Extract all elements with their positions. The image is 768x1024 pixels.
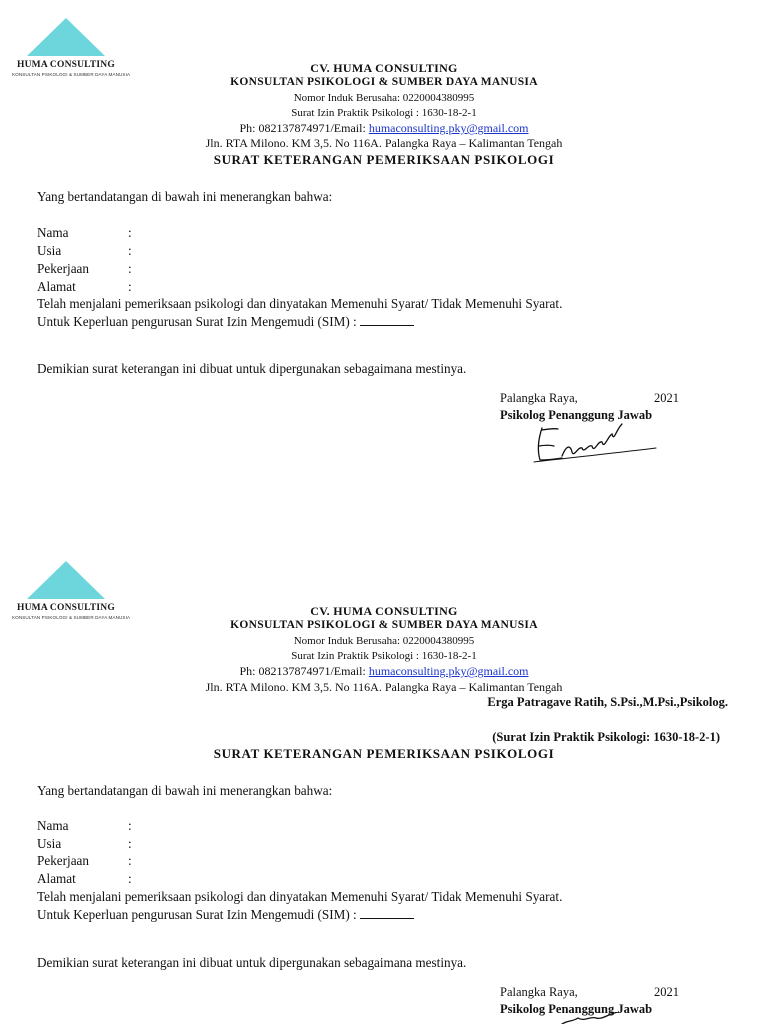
letter-title: SURAT KETERANGAN PEMERIKSAAN PSIKOLOGI <box>213 746 555 761</box>
purpose-line <box>37 314 414 330</box>
company-subtitle: KONSULTAN PSIKOLOGI & SUMBER DAYA MANUSIA <box>230 619 538 631</box>
field-colon: : <box>128 853 132 868</box>
sim-blank-line <box>360 908 414 919</box>
intro-text: Yang bertandatangan di bawah ini menerangkan bahwa: <box>37 189 333 204</box>
field-colon: : <box>128 871 132 886</box>
logo-subtitle: KONSULTAN PSIKOLOGI & SUMBER DAYA MANUSIA <box>12 72 131 77</box>
contact-line <box>0 121 768 136</box>
intro-text: Yang bertandatangan di bawah ini menerangkan bahwa: <box>37 783 333 798</box>
field-label-pekerjaan: Pekerjaan <box>37 261 89 276</box>
field-label-alamat: Alamat <box>37 279 76 294</box>
logo-name: HUMA CONSULTING <box>17 603 115 613</box>
triangle-logo-icon <box>27 561 105 601</box>
field-colon: : <box>128 261 132 276</box>
company-name: CV. HUMA CONSULTING <box>310 604 458 618</box>
sim-blank-line <box>360 315 414 326</box>
purpose-line <box>37 907 414 923</box>
signer-name: Erga Patragave Ratih, S.Psi.,M.Psi.,Psikolog. <box>487 695 728 709</box>
field-colon: : <box>128 279 132 294</box>
business-number: Nomor Induk Berusaha: 0220004380995 <box>293 635 475 647</box>
triangle-logo-icon <box>27 18 105 58</box>
contact-line <box>0 664 768 679</box>
business-number: Nomor Induk Berusaha: 0220004380995 <box>293 92 475 104</box>
signer-license: (Surat Izin Praktik Psikologi: 1630-18-2-1) <box>492 730 720 744</box>
purpose-text: Untuk Keperluan pengurusan Surat Izin Mengemudi (SIM) : <box>37 314 361 329</box>
handwritten-signature <box>528 418 658 466</box>
logo-name: HUMA CONSULTING <box>17 60 115 70</box>
field-colon: : <box>128 225 132 240</box>
field-label-pekerjaan: Pekerjaan <box>37 853 89 868</box>
logo-subtitle: KONSULTAN PSIKOLOGI & SUMBER DAYA MANUSIA <box>12 615 131 620</box>
closing-text: Demikian surat keterangan ini dibuat untuk dipergunakan sebagaimana mestinya. <box>37 361 467 376</box>
signature-place: Palangka Raya, <box>500 985 578 999</box>
field-colon: : <box>128 818 132 833</box>
field-colon: : <box>128 243 132 258</box>
statement-text: Telah menjalani pemeriksaan psikologi dan dinyatakan Memenuhi Syarat/ Tidak Memenuhi Syarat. <box>37 296 563 311</box>
phone-email-label: Ph: 082137874971/Email: <box>239 121 369 135</box>
practice-license: Surat Izin Praktik Psikologi : 1630-18-2-1 <box>291 107 477 119</box>
field-colon: : <box>128 836 132 851</box>
company-address: Jln. RTA Milono. KM 3,5. No 116A. Palangka Raya – Kalimantan Tengah <box>205 680 563 694</box>
signature-year: 2021 <box>654 985 679 999</box>
email-link[interactable]: humaconsulting.pky@gmail.com <box>368 121 529 135</box>
company-name: CV. HUMA CONSULTING <box>310 61 458 75</box>
field-label-usia: Usia <box>37 243 62 258</box>
phone-email-label: Ph: 082137874971/Email: <box>239 664 369 678</box>
purpose-text: Untuk Keperluan pengurusan Surat Izin Mengemudi (SIM) : <box>37 907 361 922</box>
signature-role: Psikolog Penanggung Jawab <box>500 1002 653 1016</box>
company-address: Jln. RTA Milono. KM 3,5. No 116A. Palangka Raya – Kalimantan Tengah <box>205 136 563 150</box>
email-link[interactable]: humaconsulting.pky@gmail.com <box>368 664 529 678</box>
field-label-nama: Nama <box>37 818 69 833</box>
signature-role: Psikolog Penanggung Jawab <box>500 408 653 422</box>
company-subtitle: KONSULTAN PSIKOLOGI & SUMBER DAYA MANUSIA <box>230 76 538 88</box>
practice-license: Surat Izin Praktik Psikologi : 1630-18-2-1 <box>291 650 477 662</box>
handwritten-signature <box>528 1012 658 1024</box>
field-label-usia: Usia <box>37 836 62 851</box>
letter-title: SURAT KETERANGAN PEMERIKSAAN PSIKOLOGI <box>213 152 555 167</box>
signature-year: 2021 <box>654 391 679 405</box>
field-label-alamat: Alamat <box>37 871 76 886</box>
field-label-nama: Nama <box>37 225 69 240</box>
closing-text: Demikian surat keterangan ini dibuat untuk dipergunakan sebagaimana mestinya. <box>37 955 467 970</box>
statement-text: Telah menjalani pemeriksaan psikologi dan dinyatakan Memenuhi Syarat/ Tidak Memenuhi Syarat. <box>37 889 563 904</box>
signature-place: Palangka Raya, <box>500 391 578 405</box>
